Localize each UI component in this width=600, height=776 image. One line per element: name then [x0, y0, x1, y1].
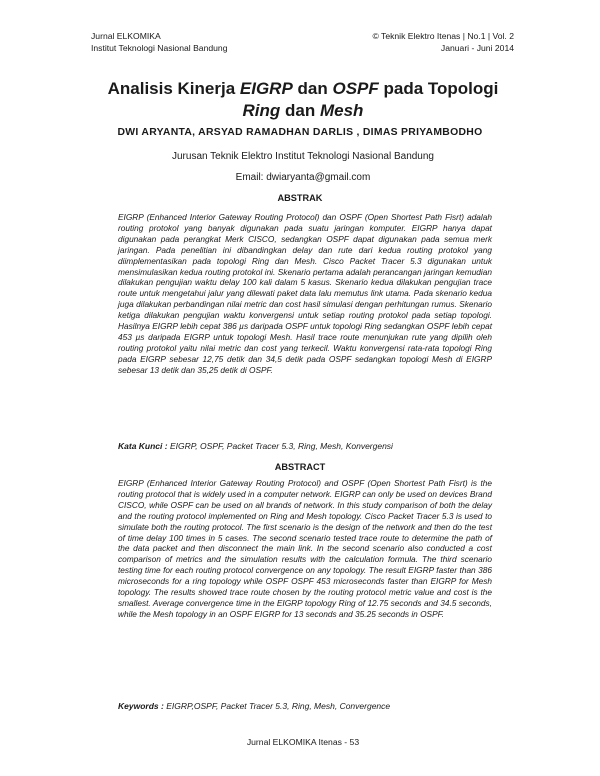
- institution-name: Institut Teknologi Nasional Bandung: [91, 43, 228, 53]
- keywords-label: Keywords :: [118, 701, 164, 711]
- affiliation: Jurusan Teknik Elektro Institut Teknologi Nasional Bandung: [171, 151, 434, 162]
- page-footer: Jurnal ELKOMIKA Itenas - 53: [246, 737, 360, 747]
- header-right: [372, 30, 514, 54]
- title-ospf: OSPF: [332, 79, 379, 98]
- title-text: dan: [292, 79, 333, 98]
- title-text: Analisis Kinerja: [107, 79, 240, 98]
- keywords: [118, 701, 492, 711]
- copyright-line: © Teknik Elektro Itenas | No.1 | Vol. 2: [372, 31, 514, 41]
- kata-kunci-values: EIGRP, OSPF, Packet Tracer 5.3, Ring, Mesh, Konvergensi: [167, 441, 393, 451]
- issue-date: Januari - Juni 2014: [440, 43, 514, 53]
- title-mesh: Mesh: [319, 101, 364, 120]
- header-left: [91, 30, 227, 54]
- author-list: DWI ARYANTA, ARSYAD RAMADHAN DARLIS , DIMAS PRIYAMBODHO: [117, 127, 483, 138]
- abstrak-body: EIGRP (Enhanced Interior Gateway Routing Protocol) dan OSPF (Open Shortest Path Fisrt) adalah routing protokol yang banyak digunakan pada suatu jaringan komputer. EIGRP hanya dapat digunakan pada perangkat Merk CISCO, sedangkan OSPF dapat digunakan pada semua merk jaringan. Pada penelitian ini dibandingkan delay dan rute dari kedua routing protokol yang diimplementasikan pada topologi Ring dan Mesh. Cisco Packet Tracer 5.3 digunakan untuk mensimulasikan kedua routing protokol ini. Skenario pertama adalah perancangan jaringan kemudian dilakukan pengujian waktu delay 100 kali dalam 5 kasus. Skenario kedua dilakukan pengujian trace route untuk mengetahui jalur yang dilewati paket data lalu memutus link utama. Pada skenario kedua juga dilakukan perbandingan nilai metric dan cost hasil simulasi dengan perhitungan rumus. Skenario ketiga dilakukan pengujian waktu konvergensi untuk setiap routing protokol pada setiap topologi. Hasilnya EIGRP lebih cepat 386 µs daripada OSPF untuk topologi Ring sedangkan OSPF lebih cepat 453 µs daripada EIGRP untuk topologi Mesh. Hasil trace route menunjukan rute yang dipilih oleh routing protokol yaitu nilai metric dan cost yang terkecil. Waktu konvergensi rata-rata topologi Ring pada EIGRP sebesar 12,75 detik dan 34,5 detik pada OSPF sedangkan topologi Mesh di EIGRP sebesar 13 detik dan 35,25 detik di OSPF.: [118, 212, 492, 375]
- abstract-heading: ABSTRACT: [274, 462, 326, 472]
- title-ring: Ring: [242, 101, 281, 120]
- abstrak-heading: ABSTRAK: [277, 193, 323, 203]
- kata-kunci: [118, 441, 492, 451]
- author-email: Email: dwiaryanta@gmail.com: [235, 172, 371, 183]
- title-text: pada Topologi: [378, 79, 499, 98]
- title-eigrp: EIGRP: [239, 79, 293, 98]
- abstract-body: EIGRP (Enhanced Interior Gateway Routing Protocol) and OSPF (Open Shortest Path Fisrt) is the routing protocol that is widely used in a computer network. EIGRP can only be used on devices Brand CISCO, while OSPF can be used on all brands of network. In this study comparison of both the delay and the routing protocol implemented on Ring and Mesh topology. Cisco Packet Tracer 5.3 is used to simulate both the routing protocol. The first scenario is the design of the network and then do the test of time delay 100 times in 5 cases. The second scenario tested trace route to determine the path of the data packet and then disconnect the main link. In the second scenario also conducted a cost comparison of metrics and the simulation results with the calculation formula. The third scenario testing time for each routing protocol convergence on any topology. The result EIGRP faster than 386 microseconds for a ring topology while OSPF OSPF 453 microseconds faster than EIGRP for Mesh topology. The results showed trace route chosen by the routing protocol metric value and cost is the smallest. Average convergence time in the EIGRP topology Ring of 12.75 seconds and 34.5 seconds, while the Mesh topology in an OSPF EIGRP for 13 seconds and 35.25 seconds in OSPF.: [118, 478, 492, 619]
- kata-kunci-label: Kata Kunci :: [118, 441, 168, 451]
- journal-name: Jurnal ELKOMIKA: [91, 31, 161, 41]
- title-text: dan: [280, 101, 320, 120]
- paper-title: [60, 78, 546, 122]
- keywords-values: EIGRP,OSPF, Packet Tracer 5.3, Ring, Mesh, Convergence: [163, 701, 391, 711]
